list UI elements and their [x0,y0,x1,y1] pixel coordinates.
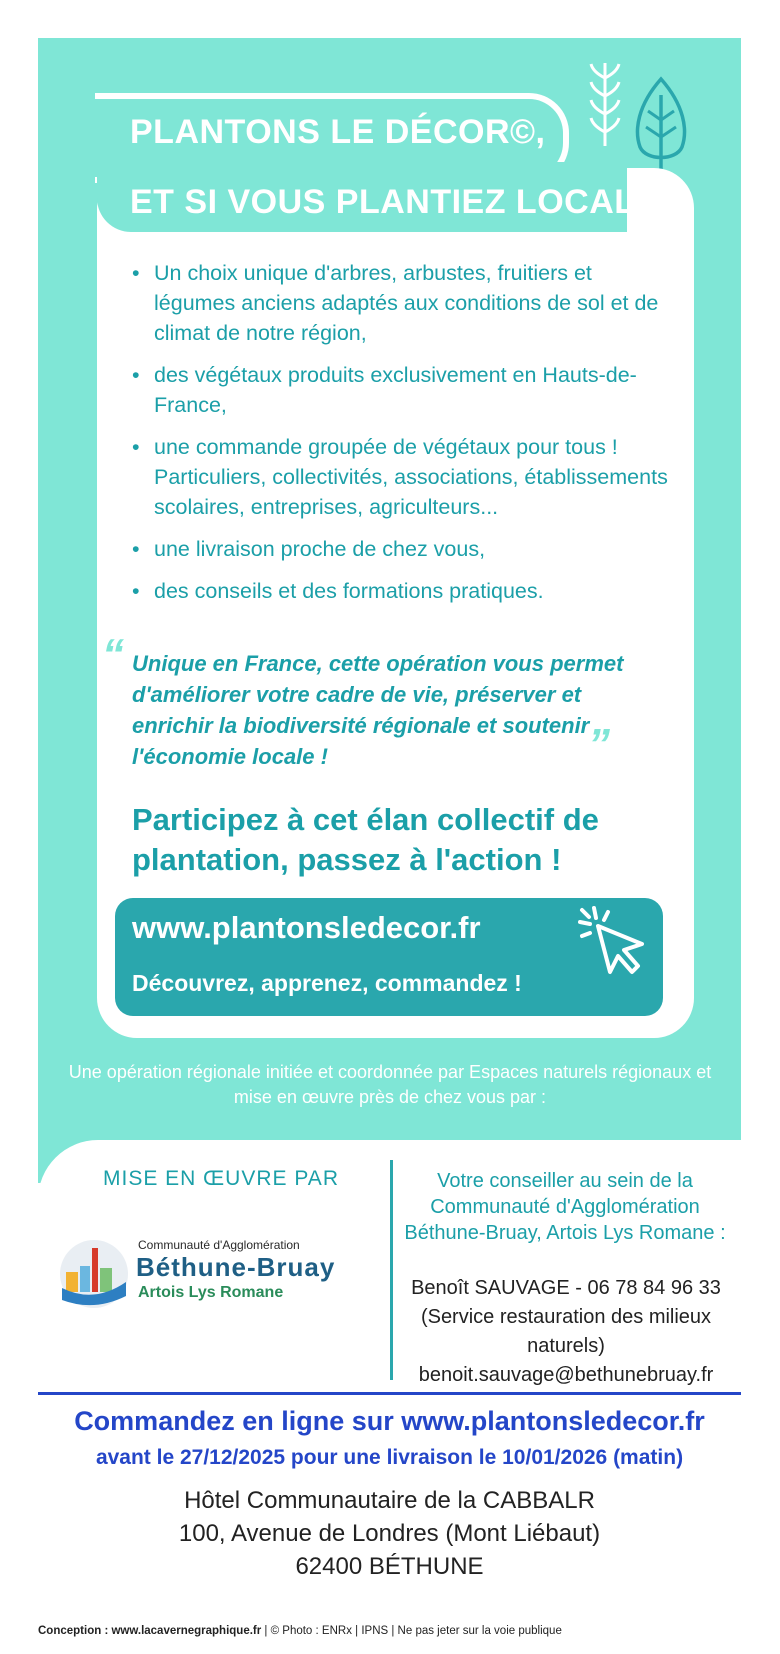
divider [390,1160,393,1380]
advisor-email[interactable]: benoit.sauvage@bethunebruay.fr [418,1364,714,1386]
list-item: • une livraison proche de chez vous, [132,534,672,564]
agglomeration-logo-icon [56,1238,132,1310]
advisor-intro: Votre conseiller au sein de la Communauté d'Agglomération Béthune-Bruay, Artois Lys Romane : [404,1170,726,1244]
partner-logo [56,1238,356,1310]
click-cursor-icon [572,900,652,980]
quote-close-mark: ” [588,720,610,769]
list-item: • Un choix unique d'arbres, arbustes, fruitiers et légumes anciens adaptés aux conditions de sol et de climat de notre région, [132,258,672,348]
partner-heading: MISE EN ŒUVRE PAR [103,1167,339,1190]
logo-small-text: Communauté d'Agglomération [138,1238,300,1252]
title-line-2: ET SI VOUS PLANTIEZ LOCAL ? [130,183,667,221]
advisor-service: (Service restauration des milieux naturels) [420,1306,712,1357]
address-line: Hôtel Communautaire de la CABBALR [184,1487,595,1514]
list-item: • une commande groupée de végétaux pour tous ! Particuliers, collectivités, associations, établissements scolaires, entreprises, agriculteurs... [132,432,672,522]
logo-sub-text: Artois Lys Romane [138,1284,284,1301]
credits [38,1625,741,1637]
credits-rest: | © Photo : ENRx | IPNS | Ne pas jeter sur la voie publique [261,1625,562,1637]
advisor-contact [396,1274,736,1390]
quote-open-mark: “ [102,630,124,679]
quote-text: Unique en France, cette opération vous permet d'améliorer votre cadre de vie, préserver et enrichir la biodiversité régionale et soutenir l'économie locale ! [132,651,624,769]
address-line: 100, Avenue de Londres (Mont Liébaut) [178,1520,601,1547]
address-line: 62400 BÉTHUNE [295,1553,484,1580]
order-online: Commandez en ligne sur www.plantonsledecor.fr [74,1406,705,1436]
order-deadline: avant le 27/12/2025 pour une livraison le 10/01/2026 (matin) [95,1446,684,1469]
delivery-address [38,1484,741,1583]
leaf-sprig-icon [585,58,625,148]
website-url[interactable]: www.plantonsledecor.fr [132,910,481,945]
initiated-text: Une opération régionale initiée et coordonnée par Espaces naturels régionaux et mise en œuvre près de chez vous par : [68,1062,712,1107]
title-line-1: PLANTONS LE DÉCOR©, [130,113,546,151]
benefits-list [132,258,672,618]
logo-main-text: Béthune-Bruay [136,1252,336,1282]
credits-design: Conception : www.lacavernegraphique.fr [38,1625,262,1637]
list-item: • des conseils et des formations pratiques. [132,576,672,606]
advisor-name-phone: Benoît SAUVAGE - 06 78 84 96 33 [411,1277,721,1299]
list-item: • des végétaux produits exclusivement en Hauts-de-France, [132,360,672,420]
call-to-action: Participez à cet élan collectif de plantation, passez à l'action ! [132,802,599,877]
website-tagline: Découvrez, apprenez, commandez ! [132,970,522,996]
divider-bar [38,1392,741,1395]
